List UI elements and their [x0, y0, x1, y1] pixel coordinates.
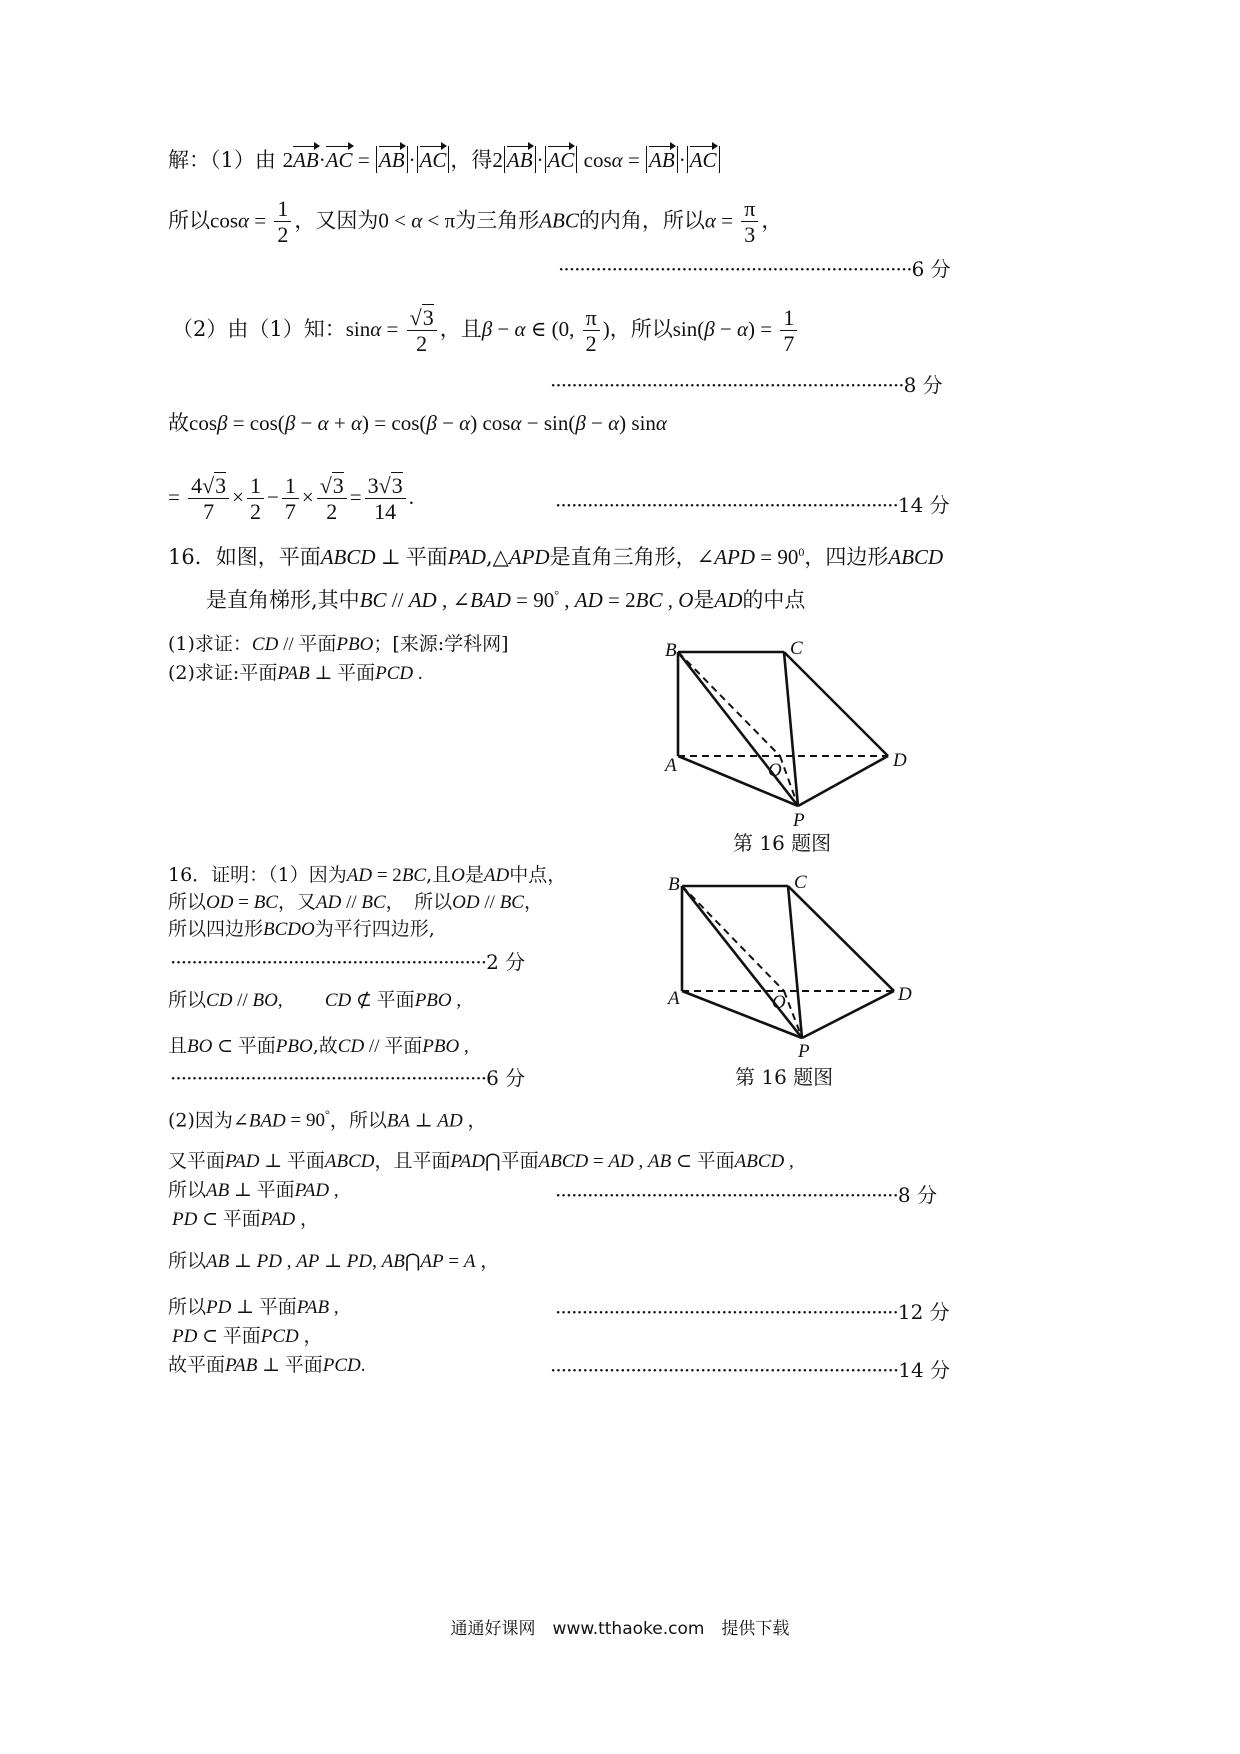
- label-B-2: B: [668, 874, 680, 895]
- score-8a: ··································································8 分: [550, 373, 943, 397]
- label-P-2: P: [798, 1041, 810, 1060]
- proof16-line4: 所以CD // BO, CD ⊄ 平面PBO ,: [168, 989, 462, 1011]
- score-6b: ···························································6 分: [170, 1066, 526, 1090]
- proof16-line9: PD ⊂ 平面PAD ，: [172, 1208, 320, 1230]
- proof16-line12: PD ⊂ 平面PCD ，: [172, 1325, 323, 1347]
- score-14b: ·································································14 分: [550, 1358, 951, 1382]
- proof16-line11: 所以PD ⊥ 平面PAB ,: [168, 1296, 339, 1318]
- label-A-2: A: [668, 988, 680, 1009]
- score-2: ···························································2 分: [170, 950, 526, 974]
- proof16-line8: 所以AB ⊥ 平面PAD ,: [168, 1179, 339, 1201]
- label-D: D: [893, 750, 907, 771]
- proof16-line5: 且BO ⊂ 平面PBO,故CD // 平面PBO ,: [168, 1035, 469, 1057]
- sol15-line3: （2）由（1）知：sinα = $\frac{√3}{2}$ ，且β − α ∈ (0, $\frac{\pi}{2}$ )，所以sin(β − α) = $\frac{1}{7}$: [172, 304, 800, 357]
- score-12: ································································12 分: [555, 1300, 950, 1324]
- sol15-line1: 解：（1）由 2AB·AC = AB · AC ，得2 AB · AC cosα = AB · AC: [168, 146, 721, 173]
- score-8b: ································································8 分: [555, 1183, 937, 1207]
- label-P: P: [793, 810, 805, 828]
- q16-ask1: (1)求证：CD // 平面PBO；[来源:学科网]: [168, 633, 509, 655]
- score-6a: ··································································6 分: [558, 257, 951, 281]
- q16-ask2: (2)求证:平面PAB ⊥ 平面PCD .: [168, 662, 423, 684]
- q16-stem-line1: 16．如图，平面ABCD ⊥ 平面PAD,△APD是直角三角形，∠APD = $90^0$，四边形ABCD: [168, 545, 944, 569]
- proof16-line1: 16．证明：（1）因为AD = 2BC,且O是AD中点，: [168, 864, 567, 886]
- q16-stem-line2: 是直角梯形,其中BC // AD , ∠BAD = 90° , AD = 2BC , O是AD的中点: [206, 588, 806, 612]
- label-B: B: [665, 640, 677, 661]
- geometry-figure-2: [662, 868, 918, 1060]
- geometry-figure-1: [660, 636, 910, 828]
- label-D-2: D: [898, 984, 912, 1005]
- score-14a: ································································14 分: [555, 493, 950, 517]
- sol15-line4: 故cosβ = cos(β − α + α) = cos(β − α) cosα − sin(β − α) sinα: [168, 411, 667, 435]
- label-O: O: [768, 760, 782, 781]
- proof16-line13: 故平面PAB ⊥ 平面PCD.: [168, 1354, 366, 1376]
- sol15-line2: 所以cosα = $\frac{1}{2}$ ，又因为0 < α < π为三角形ABC的内角，所以α = $\frac{\pi}{3}$ ，: [168, 196, 783, 248]
- proof16-line2: 所以OD = BC，又AD // BC， 所以OD // BC，: [168, 891, 543, 913]
- label-C: C: [790, 638, 803, 659]
- figure-caption-2: 第 16 题图: [735, 1065, 834, 1089]
- figure-caption-1: 第 16 题图: [733, 831, 832, 855]
- sol15-line5: = $\frac{4√3}{7}$ × $\frac{1}{2}$ − $\frac{1}{7}$ × $\frac{√3}{2}$ = $\frac{3√3}{14}$ .: [168, 472, 414, 525]
- label-C-2: C: [794, 872, 807, 893]
- proof16-line10: 所以AB ⊥ PD , AP ⊥ PD, AB⋂AP = A ，: [168, 1250, 500, 1272]
- proof16-line3: 所以四边形BCDO为平行四边形,: [168, 918, 435, 940]
- proof16-line6: (2)因为∠BAD = 90°，所以BA ⊥ AD ，: [168, 1108, 487, 1132]
- label-O-2: O: [772, 992, 786, 1013]
- label-A: A: [665, 755, 677, 776]
- proof16-line7: 又平面PAD ⊥ 平面ABCD，且平面PAD⋂平面ABCD = AD , AB ⊂ 平面ABCD ,: [168, 1150, 794, 1172]
- footer-watermark: 通通好课网 www.tthaoke.com 提供下载: [450, 1619, 790, 1639]
